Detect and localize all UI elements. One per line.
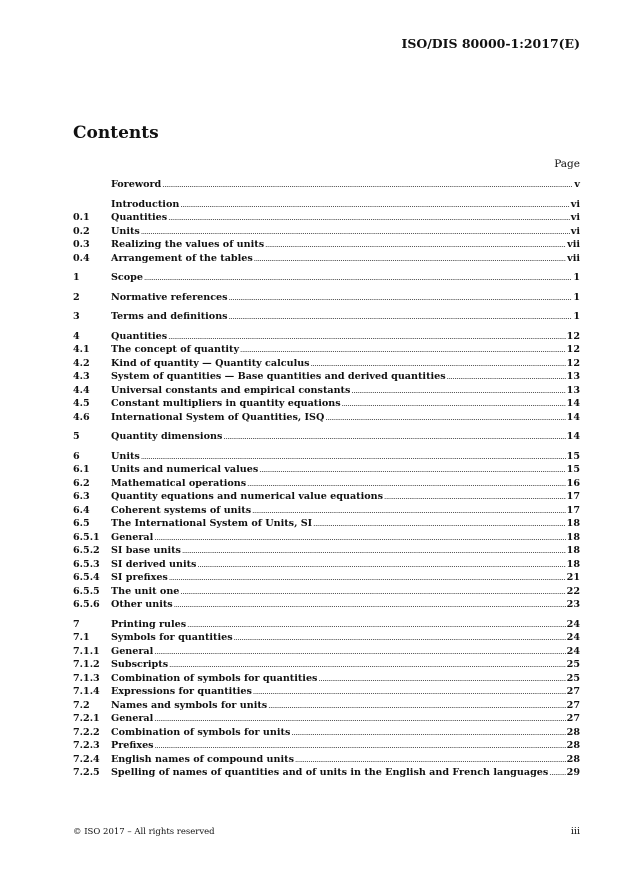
toc-entry[interactable] <box>73 430 580 444</box>
toc-entry-page: 27 <box>566 699 580 711</box>
page-title: Contents <box>73 123 159 143</box>
toc-entry[interactable] <box>73 618 580 632</box>
toc-entry-number: 7.2.5 <box>73 767 100 778</box>
toc-entry-page: 14 <box>566 398 580 409</box>
toc-entry-title: Quantities <box>111 330 168 342</box>
dot-leader <box>342 397 566 407</box>
toc-entry-page: vii <box>567 252 580 264</box>
dot-leader <box>268 699 565 709</box>
toc-entry-page: 16 <box>566 477 580 489</box>
toc-entry-title: Other units <box>111 599 173 610</box>
toc-entry-page: 28 <box>566 726 580 738</box>
toc-entry-number: 6.2 <box>73 477 90 489</box>
toc-entry-title: Coherent systems of units <box>111 504 252 516</box>
dot-leader <box>154 531 565 541</box>
toc-entry-page: 25 <box>566 659 580 670</box>
toc-entry[interactable] <box>73 343 580 357</box>
toc-entry-page: 27 <box>566 713 580 724</box>
toc-entry-number: 7.2.3 <box>73 740 100 751</box>
toc-entry-title: Normative references <box>111 291 228 303</box>
toc-entry-page: 13 <box>566 384 580 396</box>
toc-entry[interactable] <box>73 384 580 398</box>
toc-entry-title: Introduction <box>111 198 180 210</box>
toc-entry-title: Terms and definitions <box>111 311 228 322</box>
toc-entry[interactable] <box>73 252 580 266</box>
toc-entry-number: 6.5.4 <box>73 572 100 583</box>
toc-entry-number: 4 <box>73 330 80 342</box>
toc-entry-page: vii <box>567 239 580 250</box>
toc-entry[interactable] <box>73 726 580 740</box>
dot-leader <box>247 477 565 487</box>
toc-entry-page: 1 <box>573 291 580 303</box>
toc-entry[interactable] <box>73 178 580 192</box>
toc-entry-title: Prefixes <box>111 740 154 751</box>
dot-leader <box>197 558 565 568</box>
toc-entry-number: 0.4 <box>73 252 90 264</box>
toc-entry[interactable] <box>73 672 580 686</box>
toc-entry-title: Kind of quantity — Quantity calculus <box>111 357 310 369</box>
toc-entry-title: The unit one <box>111 585 180 597</box>
dot-leader <box>187 618 565 628</box>
toc-entry-title: SI prefixes <box>111 572 168 583</box>
dot-leader <box>162 178 573 188</box>
toc-entry-title: Scope <box>111 272 143 283</box>
dot-leader <box>447 370 566 380</box>
toc-entry[interactable] <box>73 585 580 599</box>
toc-entry[interactable] <box>73 397 580 411</box>
toc-entry-page: vi <box>570 212 580 223</box>
dot-leader <box>259 463 565 473</box>
toc-entry[interactable] <box>73 198 580 212</box>
toc-entry-number: 6 <box>73 450 80 462</box>
dot-leader <box>168 330 565 340</box>
toc-entry[interactable] <box>73 739 580 753</box>
copyright-footer: © ISO 2017 – All rights reserved <box>73 827 215 837</box>
toc-entry-number: 6.4 <box>73 504 90 516</box>
toc-entry[interactable] <box>73 598 580 612</box>
dot-leader <box>313 517 565 527</box>
toc-entry-title: Subscripts <box>111 659 169 670</box>
toc-entry-title: Realizing the values of units <box>111 239 265 250</box>
toc-entry-number: 6.1 <box>73 464 90 475</box>
toc-entry[interactable] <box>73 411 580 425</box>
toc-entry[interactable] <box>73 645 580 659</box>
toc-entry-number: 7.2 <box>73 699 90 711</box>
toc-entry[interactable] <box>73 571 580 585</box>
dot-leader <box>174 598 566 608</box>
toc-entry-number: 6.5.3 <box>73 558 100 570</box>
dot-leader <box>168 211 570 221</box>
toc-entry[interactable] <box>73 463 580 477</box>
toc-entry-page: 18 <box>566 558 580 570</box>
toc-entry[interactable] <box>73 766 580 780</box>
dot-leader <box>180 585 565 595</box>
toc-entry-page: 17 <box>566 504 580 516</box>
toc-entry[interactable] <box>73 712 580 726</box>
toc-entry-page: 28 <box>566 740 580 751</box>
toc-entry-title: System of quantities — Base quantities and derived quantities <box>111 371 446 382</box>
dot-leader <box>549 766 565 776</box>
toc-entry[interactable] <box>73 631 580 645</box>
toc-entry-title: Units <box>111 450 140 462</box>
toc-entry-page: 22 <box>566 585 580 597</box>
toc-entry-number: 5 <box>73 431 80 442</box>
toc-entry-page: 17 <box>566 491 580 502</box>
toc-entry[interactable] <box>73 685 580 699</box>
dot-leader <box>154 712 565 722</box>
toc-entry-title: Combination of symbols for units <box>111 726 291 738</box>
toc-entry-number: 7.1.2 <box>73 659 100 670</box>
toc-entry[interactable] <box>73 370 580 384</box>
toc-entry-number: 7.1.4 <box>73 686 100 697</box>
dot-leader <box>182 544 566 554</box>
toc-entry-title: Mathematical operations <box>111 477 247 489</box>
toc-entry[interactable] <box>73 357 580 371</box>
toc-entry[interactable] <box>73 310 580 324</box>
dot-leader <box>318 672 565 682</box>
toc-entry-number: 6.5.5 <box>73 585 100 597</box>
toc-entry[interactable] <box>73 558 580 572</box>
toc-entry-number: 2 <box>73 291 80 303</box>
dot-leader <box>180 198 569 208</box>
toc-entry-number: 6.3 <box>73 491 90 502</box>
dot-leader <box>169 571 566 581</box>
toc-entry-title: General <box>111 645 154 657</box>
toc-entry-page: 28 <box>566 753 580 765</box>
toc-entry-title: General <box>111 531 154 543</box>
toc-entry-title: Names and symbols for units <box>111 699 268 711</box>
toc-entry-title: International System of Quantities, ISQ <box>111 411 325 423</box>
page-column-label: Page <box>554 158 580 170</box>
toc-entry-number: 0.3 <box>73 239 90 250</box>
toc-entry[interactable] <box>73 477 580 491</box>
dot-leader <box>265 238 566 248</box>
toc-entry[interactable] <box>73 291 580 305</box>
toc-entry-title: Quantities <box>111 212 168 223</box>
dot-leader <box>229 291 573 301</box>
toc-entry-page: 14 <box>566 431 580 442</box>
toc-entry[interactable] <box>73 450 580 464</box>
dot-leader <box>169 658 566 668</box>
toc-entry-number: 4.5 <box>73 398 90 409</box>
toc-entry-page: 27 <box>566 686 580 697</box>
dot-leader <box>254 252 566 262</box>
toc-entry-number: 7.2.4 <box>73 753 100 765</box>
table-of-contents <box>73 178 580 780</box>
toc-entry-title: SI derived units <box>111 558 197 570</box>
toc-entry-title: Units <box>111 225 140 237</box>
toc-entry[interactable] <box>73 544 580 558</box>
toc-entry-page: 12 <box>566 344 580 355</box>
toc-entry-page: 29 <box>566 767 580 778</box>
toc-entry-title: Combination of symbols for quantities <box>111 672 318 684</box>
toc-entry-page: 15 <box>566 464 580 475</box>
dot-leader <box>223 430 565 440</box>
toc-entry-title: Symbols for quantities <box>111 632 233 643</box>
toc-entry-number: 1 <box>73 272 80 283</box>
toc-entry[interactable] <box>73 271 580 285</box>
toc-entry-number: 7.2.1 <box>73 713 100 724</box>
toc-entry-page: 1 <box>573 272 580 283</box>
toc-entry-page: 12 <box>566 357 580 369</box>
toc-entry-number: 4.2 <box>73 357 90 369</box>
toc-entry[interactable] <box>73 753 580 767</box>
toc-entry-page: 13 <box>566 371 580 382</box>
toc-entry-number: 0.2 <box>73 225 90 237</box>
toc-entry-page: 1 <box>573 311 580 322</box>
toc-entry-page: 24 <box>566 632 580 643</box>
toc-entry-number: 4.3 <box>73 371 90 382</box>
toc-entry-page: 21 <box>566 572 580 583</box>
toc-entry-number: 7.1.1 <box>73 645 100 657</box>
toc-entry-number: 6.5 <box>73 518 90 529</box>
toc-entry-title: Quantity dimensions <box>111 431 223 442</box>
toc-entry[interactable] <box>73 490 580 504</box>
toc-entry-page: vi <box>570 198 580 210</box>
toc-entry-page: 18 <box>566 531 580 543</box>
toc-entry-number: 4.4 <box>73 384 90 396</box>
toc-entry-number: 6.5.6 <box>73 599 100 610</box>
toc-entry-number: 0.1 <box>73 212 90 223</box>
toc-entry-page: 23 <box>566 599 580 610</box>
dot-leader <box>311 357 566 367</box>
toc-entry[interactable] <box>73 238 580 252</box>
toc-entry-title: Foreword <box>111 179 162 190</box>
toc-entry-title: Arrangement of the tables <box>111 252 253 264</box>
toc-entry-number: 3 <box>73 311 80 322</box>
toc-entry-title: Constant multipliers in quantity equations <box>111 398 341 409</box>
toc-entry-page: 18 <box>566 545 580 556</box>
toc-entry-page: vi <box>570 225 580 237</box>
toc-entry-title: Printing rules <box>111 618 187 630</box>
toc-entry-page: 25 <box>566 672 580 684</box>
dot-leader <box>295 753 566 763</box>
toc-entry-page: v <box>574 179 580 190</box>
toc-entry-number: 4.1 <box>73 344 90 355</box>
toc-entry[interactable] <box>73 531 580 545</box>
toc-entry-title: English names of compound units <box>111 753 294 765</box>
dot-leader <box>240 343 566 353</box>
toc-entry-number: 6.5.2 <box>73 545 100 556</box>
toc-entry-number: 7.1.3 <box>73 672 100 684</box>
toc-entry[interactable] <box>73 517 580 531</box>
dot-leader <box>144 271 572 281</box>
toc-entry-page: 18 <box>566 518 580 529</box>
toc-entry-page: 12 <box>566 330 580 342</box>
toc-entry[interactable] <box>73 330 580 344</box>
toc-entry-title: General <box>111 713 154 724</box>
toc-entry-number: 7 <box>73 618 80 630</box>
dot-leader <box>141 225 570 235</box>
toc-entry-title: Spelling of names of quantities and of units in the English and French languages <box>111 767 549 778</box>
dot-leader <box>351 384 565 394</box>
document-id: ISO/DIS 80000-1:2017(E) <box>401 36 580 51</box>
toc-entry[interactable] <box>73 699 580 713</box>
toc-entry-number: 6.5.1 <box>73 531 100 543</box>
dot-leader <box>141 450 566 460</box>
dot-leader <box>253 685 566 695</box>
dot-leader <box>325 411 565 421</box>
toc-entry-title: Quantity equations and numerical value equations <box>111 491 384 502</box>
toc-entry-number: 7.2.2 <box>73 726 100 738</box>
page-number: iii <box>570 826 580 837</box>
toc-entry-page: 15 <box>566 450 580 462</box>
toc-entry-title: The International System of Units, SI <box>111 518 313 529</box>
toc-entry[interactable] <box>73 504 580 518</box>
toc-entry-page: 14 <box>566 411 580 423</box>
toc-entry-title: SI base units <box>111 545 181 556</box>
dot-leader <box>291 726 565 736</box>
toc-entry-title: Units and numerical values <box>111 464 259 475</box>
dot-leader <box>229 310 573 320</box>
toc-entry-number: 4.6 <box>73 411 90 423</box>
toc-entry[interactable] <box>73 211 580 225</box>
toc-entry-page: 24 <box>566 645 580 657</box>
toc-entry-title: Expressions for quantities <box>111 686 252 697</box>
toc-entry[interactable] <box>73 658 580 672</box>
dot-leader <box>384 490 566 500</box>
toc-entry-title: The concept of quantity <box>111 344 240 355</box>
toc-entry-page: 24 <box>566 618 580 630</box>
dot-leader <box>252 504 566 514</box>
dot-leader <box>154 645 565 655</box>
toc-entry[interactable] <box>73 225 580 239</box>
dot-leader <box>234 631 566 641</box>
toc-entry-number: 7.1 <box>73 632 90 643</box>
dot-leader <box>155 739 566 749</box>
toc-entry-title: Universal constants and empirical constants <box>111 384 351 396</box>
